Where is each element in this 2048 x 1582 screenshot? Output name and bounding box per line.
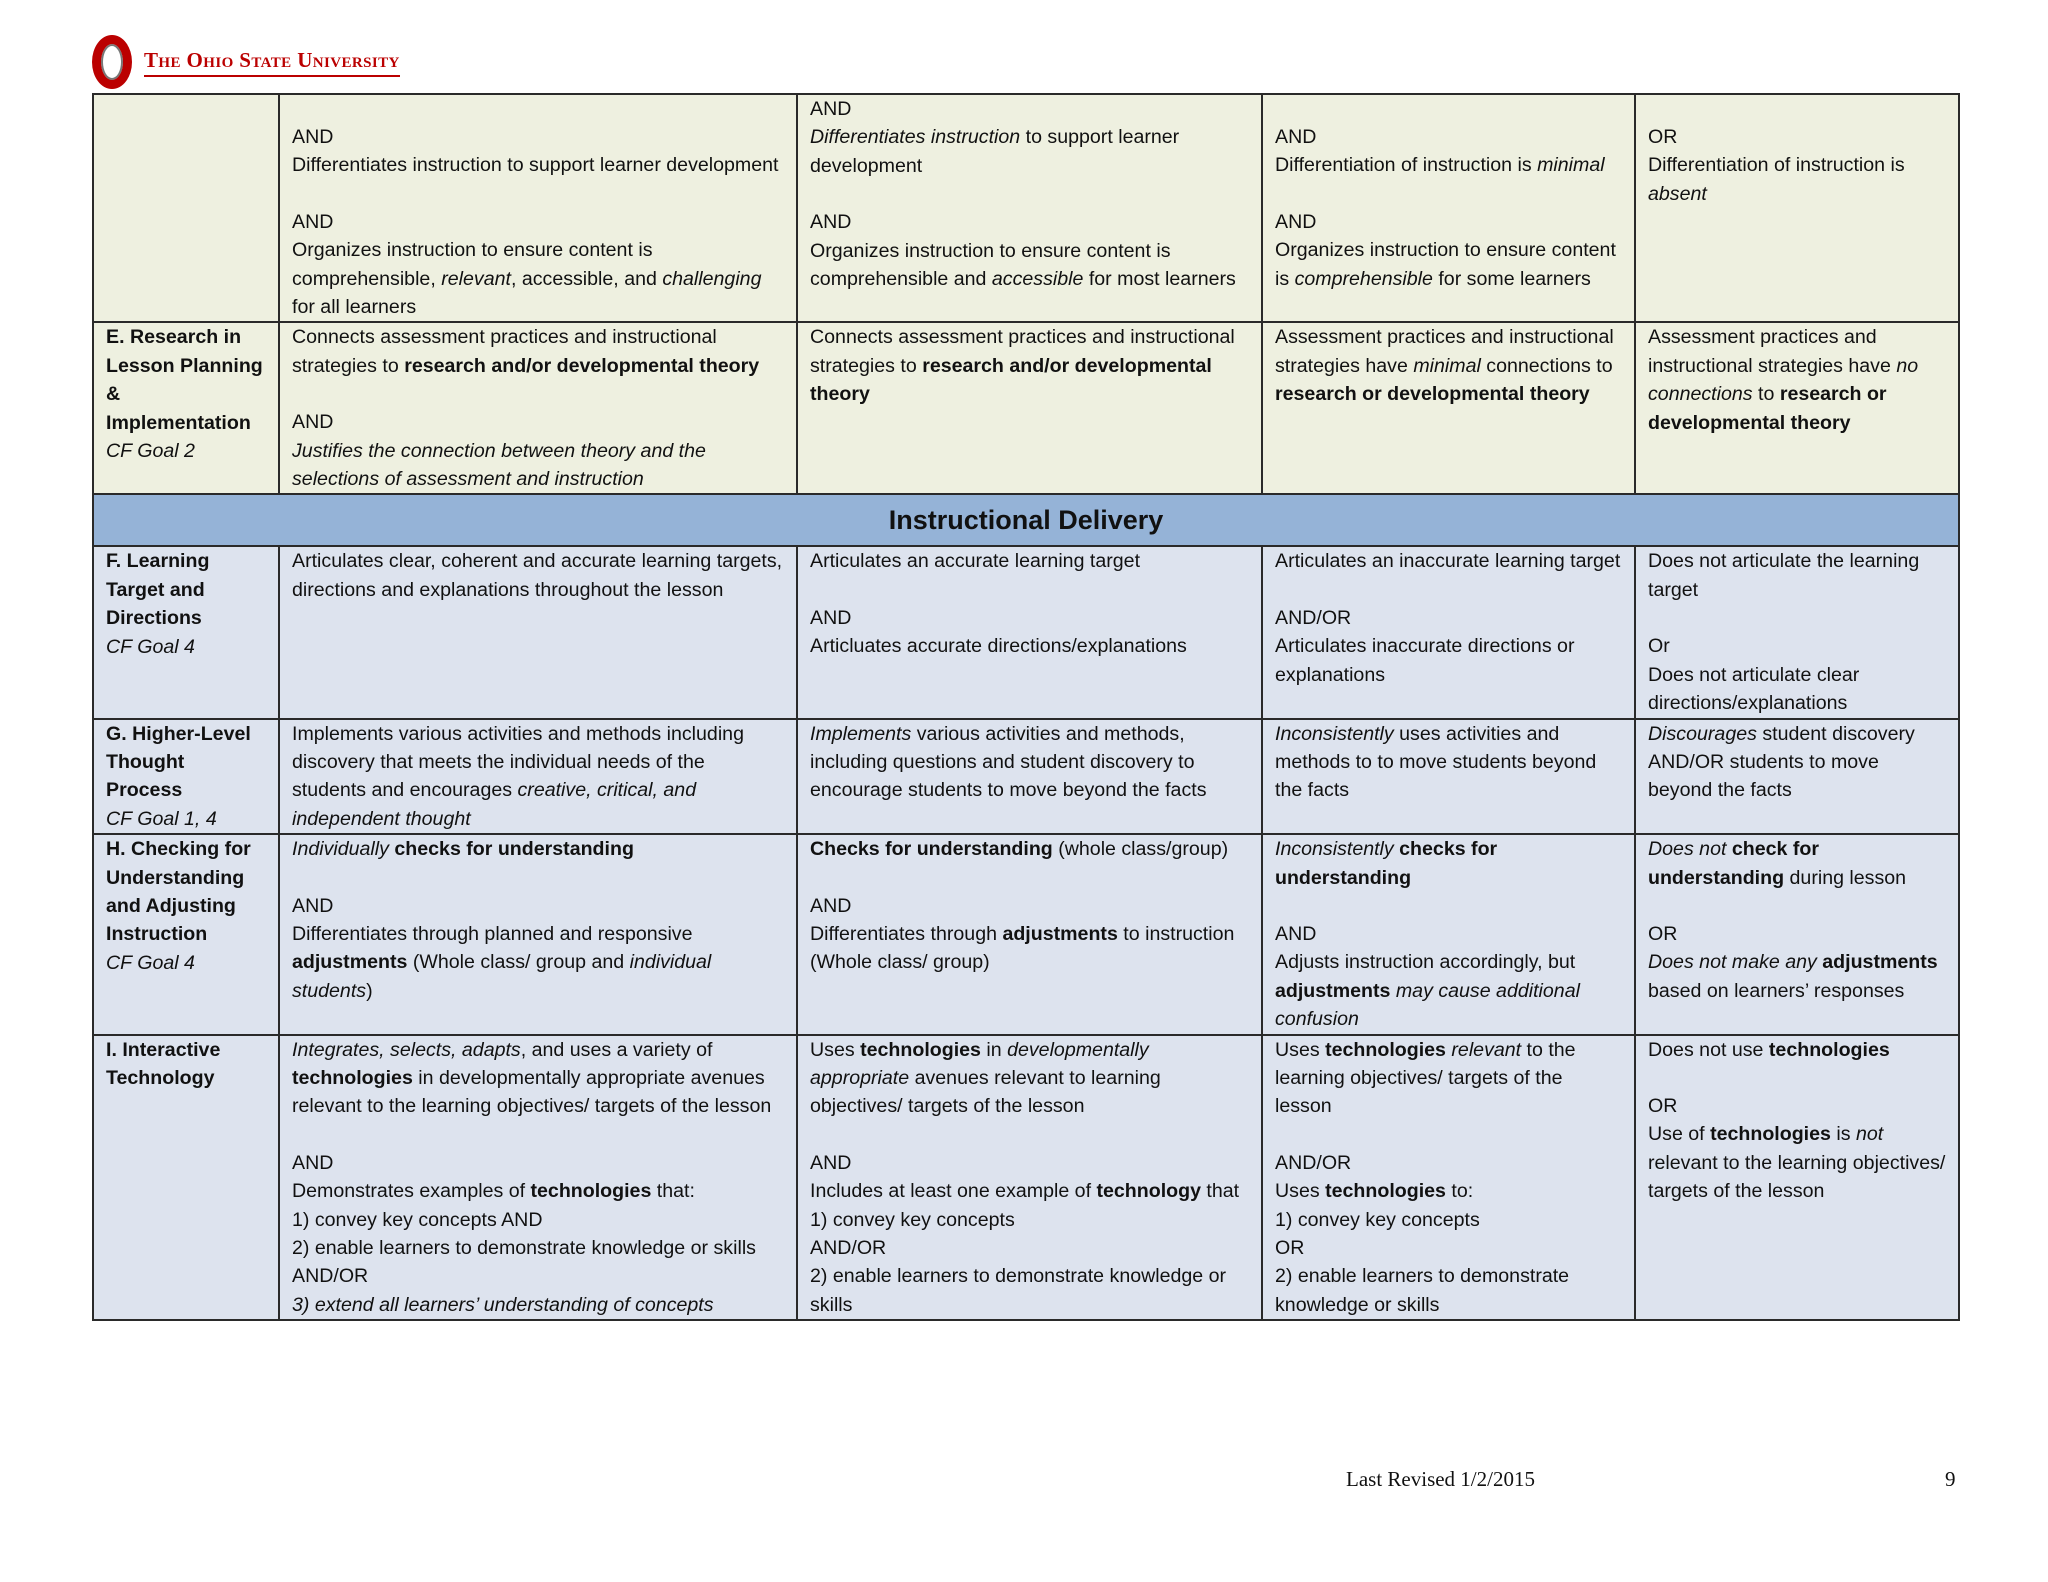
cell-ineffective: Discourages student discovery AND/OR students to move beyond the facts (1635, 719, 1959, 835)
cell-skilled: Articulates an accurate learning target AND Articluates accurate directions/explanations (797, 546, 1262, 718)
row-label: G. Higher-Level Thought Process CF Goal 1, 4 (93, 719, 279, 835)
table-row (93, 719, 1959, 835)
table-row (93, 322, 1959, 494)
table-row (93, 546, 1959, 718)
cell-developing: AND Differentiation of instruction is minimal AND Organizes instruction to ensure content is comprehensible for some learners (1262, 94, 1635, 322)
cell-accomplished: Integrates, selects, adapts, and uses a variety of technologies in developmentally appropriate avenues relevant to the learning objectives/ targets of the lesson AND Demonstrates examples of technologies that: 1) convey key concepts AND 2) enable learners to demonstrate knowledge or skills AND/OR 3) extend all learners’ understanding of concepts (279, 1035, 797, 1321)
cell-accomplished: AND Differentiates instruction to support learner development AND Organizes instruction to ensure content is comprehensible, relevant, accessible, and challenging for all learners (279, 94, 797, 322)
cell-accomplished: Connects assessment practices and instructional strategies to research and/or developmental theory AND Justifies the connection between theory and the selections of assessment and instruction (279, 322, 797, 494)
cell-developing: Inconsistently uses activities and methods to to move students beyond the facts (1262, 719, 1635, 835)
rubric-table (92, 93, 1960, 1321)
cell-developing: Articulates an inaccurate learning target AND/OR Articulates inaccurate directions or explanations (1262, 546, 1635, 718)
row-label: I. Interactive Technology (93, 1035, 279, 1321)
page-number: 9 (1945, 1467, 1956, 1491)
table-row (93, 94, 1959, 322)
cell-ineffective: OR Differentiation of instruction is absent (1635, 94, 1959, 322)
section-header-row (93, 494, 1959, 546)
cell-skilled: Implements various activities and methods, including questions and student discovery to encourage students to move beyond the facts (797, 719, 1262, 835)
row-label: F. Learning Target and Directions CF Goal 4 (93, 546, 279, 718)
cell-ineffective: Assessment practices and instructional strategies have no connections to research or developmental theory (1635, 322, 1959, 494)
row-label: E. Research in Lesson Planning & Implementation CF Goal 2 (93, 322, 279, 494)
block-o-logo-icon (92, 35, 132, 89)
row-label (93, 94, 279, 322)
cell-developing: Inconsistently checks for understanding AND Adjusts instruction accordingly, but adjustments may cause additional confusion (1262, 834, 1635, 1034)
cell-skilled: Checks for understanding (whole class/group) AND Differentiates through adjustments to instruction (Whole class/ group) (797, 834, 1262, 1034)
cell-skilled: AND Differentiates instruction to support learner development AND Organizes instruction to ensure content is comprehensible and accessible for most learners (797, 94, 1262, 322)
table-row (93, 1035, 1959, 1321)
university-header (92, 33, 400, 91)
cell-developing: Assessment practices and instructional strategies have minimal connections to research or developmental theory (1262, 322, 1635, 494)
cell-skilled: Connects assessment practices and instructional strategies to research and/or developmental theory (797, 322, 1262, 494)
cell-developing: Uses technologies relevant to the learning objectives/ targets of the lesson AND/OR Uses technologies to: 1) convey key concepts OR 2) enable learners to demonstrate knowledge or skills (1262, 1035, 1635, 1321)
last-revised-date: Last Revised 1/2/2015 (1346, 1467, 1535, 1491)
cell-accomplished: Implements various activities and methods including discovery that meets the individual needs of the students and encourages creative, critical, and independent thought (279, 719, 797, 835)
section-title: Instructional Delivery (93, 494, 1959, 546)
row-label: H. Checking for Understanding and Adjusting Instruction CF Goal 4 (93, 834, 279, 1034)
cell-ineffective: Does not check for understanding during lesson OR Does not make any adjustments based on learners’ responses (1635, 834, 1959, 1034)
cell-ineffective: Does not articulate the learning target Or Does not articulate clear directions/explanations (1635, 546, 1959, 718)
cell-ineffective: Does not use technologies OR Use of technologies is not relevant to the learning objectives/ targets of the lesson (1635, 1035, 1959, 1321)
table-row (93, 834, 1959, 1034)
cell-accomplished: Individually checks for understanding AND Differentiates through planned and responsive adjustments (Whole class/ group and individual students) (279, 834, 797, 1034)
cell-skilled: Uses technologies in developmentally appropriate avenues relevant to learning objectives/ targets of the lesson AND Includes at least one example of technology that 1) convey key concepts AND/OR 2) enable learners to demonstrate knowledge or skills (797, 1035, 1262, 1321)
cell-accomplished: Articulates clear, coherent and accurate learning targets, directions and explanations throughout the lesson (279, 546, 797, 718)
university-name: The Ohio State University (144, 48, 400, 77)
